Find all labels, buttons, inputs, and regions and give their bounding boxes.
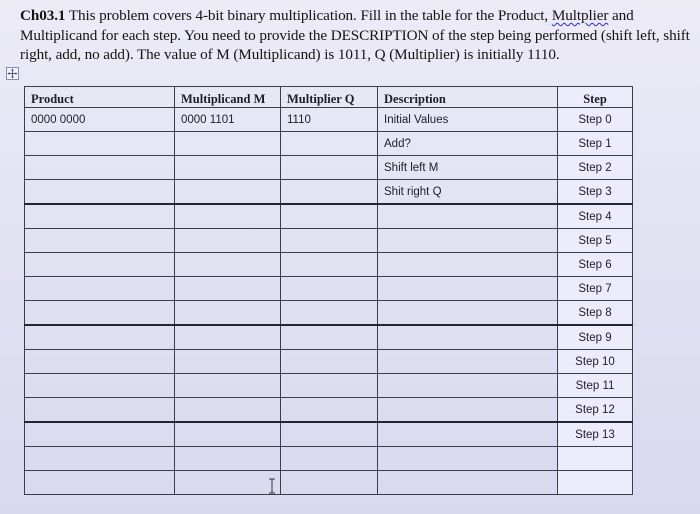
cell-multiplicand[interactable] [175, 301, 281, 326]
header-description[interactable]: Description [378, 87, 558, 108]
cell-multiplicand[interactable]: 0000 1101 [175, 108, 281, 132]
cell-multiplier[interactable] [281, 398, 378, 423]
table-row [25, 471, 633, 495]
cell-description[interactable] [378, 398, 558, 423]
cell-step[interactable]: Step 4 [558, 204, 633, 229]
header-step[interactable]: Step [558, 87, 633, 108]
cell-multiplicand[interactable] [175, 350, 281, 374]
cell-multiplier[interactable] [281, 325, 378, 350]
cell-multiplicand[interactable] [175, 180, 281, 205]
cell-multiplier[interactable] [281, 132, 378, 156]
cell-description[interactable]: Shift left M [378, 156, 558, 180]
cell-step[interactable]: Step 10 [558, 350, 633, 374]
cell-multiplier[interactable] [281, 447, 378, 471]
cell-product[interactable] [25, 422, 175, 447]
cell-multiplier[interactable] [281, 180, 378, 205]
cell-multiplicand[interactable] [175, 229, 281, 253]
problem-statement[interactable] [20, 6, 696, 65]
cell-description[interactable] [378, 447, 558, 471]
cell-description[interactable] [378, 229, 558, 253]
cell-multiplier[interactable]: 1110 [281, 108, 378, 132]
cell-product[interactable] [25, 374, 175, 398]
cell-description[interactable] [378, 350, 558, 374]
cell-product[interactable] [25, 180, 175, 205]
table-row [25, 156, 633, 180]
cell-multiplicand[interactable] [175, 422, 281, 447]
cell-product[interactable]: 0000 0000 [25, 108, 175, 132]
cell-description[interactable] [378, 471, 558, 495]
cell-step[interactable]: Step 12 [558, 398, 633, 423]
cell-step[interactable]: Step 0 [558, 108, 633, 132]
table-row [25, 204, 633, 229]
header-product[interactable]: Product [25, 87, 175, 108]
cell-product[interactable] [25, 447, 175, 471]
cell-multiplicand[interactable] [175, 277, 281, 301]
cell-multiplicand[interactable] [175, 132, 281, 156]
cell-description[interactable] [378, 204, 558, 229]
cell-description[interactable] [378, 374, 558, 398]
cell-product[interactable] [25, 325, 175, 350]
cell-multiplier[interactable] [281, 350, 378, 374]
table-row [25, 229, 633, 253]
table-row [25, 398, 633, 423]
cell-multiplicand[interactable] [175, 374, 281, 398]
cell-description[interactable]: Initial Values [378, 108, 558, 132]
table-row [25, 253, 633, 277]
cell-product[interactable] [25, 301, 175, 326]
cell-multiplier[interactable] [281, 229, 378, 253]
cell-step[interactable]: Step 6 [558, 253, 633, 277]
table-row [25, 447, 633, 471]
cell-step[interactable]: Step 2 [558, 156, 633, 180]
cell-step[interactable] [558, 471, 633, 495]
cell-multiplier[interactable] [281, 471, 378, 495]
cell-multiplicand[interactable] [175, 253, 281, 277]
text-cursor-icon [267, 478, 277, 494]
cell-step[interactable]: Step 11 [558, 374, 633, 398]
cell-multiplier[interactable] [281, 374, 378, 398]
table-row [25, 132, 633, 156]
cell-multiplicand[interactable] [175, 471, 281, 495]
cell-step[interactable]: Step 3 [558, 180, 633, 205]
table-row [25, 180, 633, 205]
cell-multiplicand[interactable] [175, 447, 281, 471]
table-body [25, 108, 633, 495]
table-row [25, 422, 633, 447]
table-header-row [25, 87, 633, 108]
cell-product[interactable] [25, 398, 175, 423]
cell-step[interactable] [558, 447, 633, 471]
cell-description[interactable]: Shit right Q [378, 180, 558, 205]
cell-multiplicand[interactable] [175, 204, 281, 229]
table-row [25, 325, 633, 350]
problem-text-part1: This problem covers 4-bit binary multiplication. Fill in the table for the Product, [65, 7, 552, 24]
multiplication-table [24, 86, 633, 495]
cell-description[interactable] [378, 422, 558, 447]
cell-multiplicand[interactable] [175, 325, 281, 350]
cell-product[interactable] [25, 204, 175, 229]
cell-step[interactable]: Step 8 [558, 301, 633, 326]
cell-multiplier[interactable] [281, 156, 378, 180]
cell-product[interactable] [25, 132, 175, 156]
cell-multiplier[interactable] [281, 277, 378, 301]
cell-step[interactable]: Step 7 [558, 277, 633, 301]
cell-description[interactable] [378, 301, 558, 326]
table-row [25, 350, 633, 374]
cell-description[interactable]: Add? [378, 132, 558, 156]
cell-description[interactable] [378, 253, 558, 277]
header-multiplicand[interactable]: Multiplicand M [175, 87, 281, 108]
cell-product[interactable] [25, 156, 175, 180]
cell-step[interactable]: Step 9 [558, 325, 633, 350]
header-multiplier[interactable]: Multiplier Q [281, 87, 378, 108]
cell-product[interactable] [25, 350, 175, 374]
table-row [25, 277, 633, 301]
misspelled-word[interactable]: Multplier [551, 7, 609, 24]
cell-step[interactable]: Step 1 [558, 132, 633, 156]
table-row [25, 374, 633, 398]
cell-multiplier[interactable] [281, 253, 378, 277]
cell-multiplier[interactable] [281, 301, 378, 326]
cell-product[interactable] [25, 277, 175, 301]
problem-text-part2: and Multiplicand for each step. You need to provide the DESCRIPTION of the step being performed (shift left, shift right, add, no add). The value of M (Multiplicand) is 1011, Q (Multiplier) is initially 1110. [20, 7, 690, 63]
table-row [25, 108, 633, 132]
problem-number: Ch03.1 [20, 7, 66, 24]
cell-description[interactable] [378, 277, 558, 301]
cell-multiplier[interactable] [281, 422, 378, 447]
table-move-handle-icon[interactable] [6, 67, 19, 80]
cell-product[interactable] [25, 229, 175, 253]
cell-product[interactable] [25, 471, 175, 495]
cell-multiplicand[interactable] [175, 156, 281, 180]
cell-multiplicand[interactable] [175, 398, 281, 423]
table-row [25, 301, 633, 326]
cell-product[interactable] [25, 253, 175, 277]
cell-description[interactable] [378, 325, 558, 350]
cell-step[interactable]: Step 5 [558, 229, 633, 253]
cell-multiplier[interactable] [281, 204, 378, 229]
cell-step[interactable]: Step 13 [558, 422, 633, 447]
